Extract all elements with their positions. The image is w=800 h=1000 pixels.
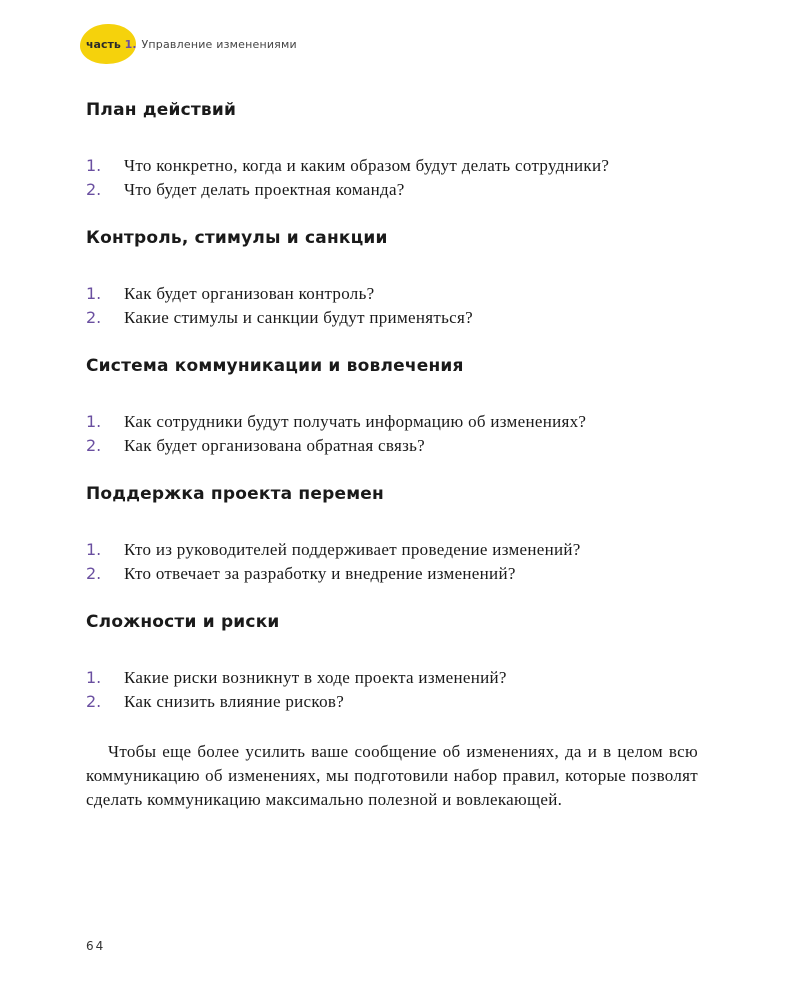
list-item [86,178,698,202]
item-text: Какие риски возникнут в ходе проекта изменений? [124,668,507,687]
item-number: 1. [86,412,102,431]
list-item [86,434,698,458]
section-heading: Система коммуникации и вовлечения [86,356,464,376]
list-item [86,282,698,306]
item-text: Что будет делать проектная команда? [124,180,405,199]
question-list [86,538,698,586]
item-text: Как сотрудники будут получать информацию об изменениях? [124,412,587,431]
running-header [80,24,297,64]
item-text: Кто отвечает за разработку и внедрение изменений? [124,564,516,583]
item-number: 1. [86,668,102,687]
section-risks [86,608,698,714]
part-number: 1. [124,37,137,51]
question-list [86,154,698,202]
part-label: часть 1. [86,37,137,51]
section-support [86,480,698,586]
section-communication [86,352,698,458]
list-item [86,538,698,562]
question-list [86,666,698,714]
item-text: Как будет организована обратная связь? [124,436,426,455]
section-action-plan [86,96,698,202]
item-number: 1. [86,156,102,175]
section-heading: Сложности и риски [86,612,280,632]
item-number: 1. [86,284,102,303]
page-content [86,96,698,829]
closing-paragraph: Чтобы еще более усилить ваше сообщение об изменениях, да и в целом всю коммуникацию об изменениях, мы подготовили набор правил, которые позволят сделать коммуникацию максимально полезной и вовлекающей. [86,742,698,809]
section-heading: Контроль, стимулы и санкции [86,228,388,248]
item-text: Какие стимулы и санкции будут применяться? [124,308,473,327]
item-number: 2. [86,436,102,455]
item-number: 2. [86,692,102,711]
item-number: 2. [86,564,102,583]
section-heading: Поддержка проекта перемен [86,484,384,504]
section-control [86,224,698,330]
item-text: Как снизить влияние рисков? [124,692,345,711]
item-text: Кто из руководителей поддерживает проведение изменений? [124,540,581,559]
list-item [86,562,698,586]
list-item [86,666,698,690]
question-list [86,410,698,458]
list-item [86,410,698,434]
item-text: Как будет организован контроль? [124,284,375,303]
section-heading: План действий [86,100,237,120]
page-number: 64 [86,939,106,953]
list-item [86,690,698,714]
item-number: 1. [86,540,102,559]
list-item [86,306,698,330]
list-item [86,154,698,178]
chapter-title: Управление изменениями [141,37,297,51]
item-number: 2. [86,308,102,327]
item-text: Что конкретно, когда и каким образом будут делать сотрудники? [124,156,610,175]
item-number: 2. [86,180,102,199]
question-list [86,282,698,330]
